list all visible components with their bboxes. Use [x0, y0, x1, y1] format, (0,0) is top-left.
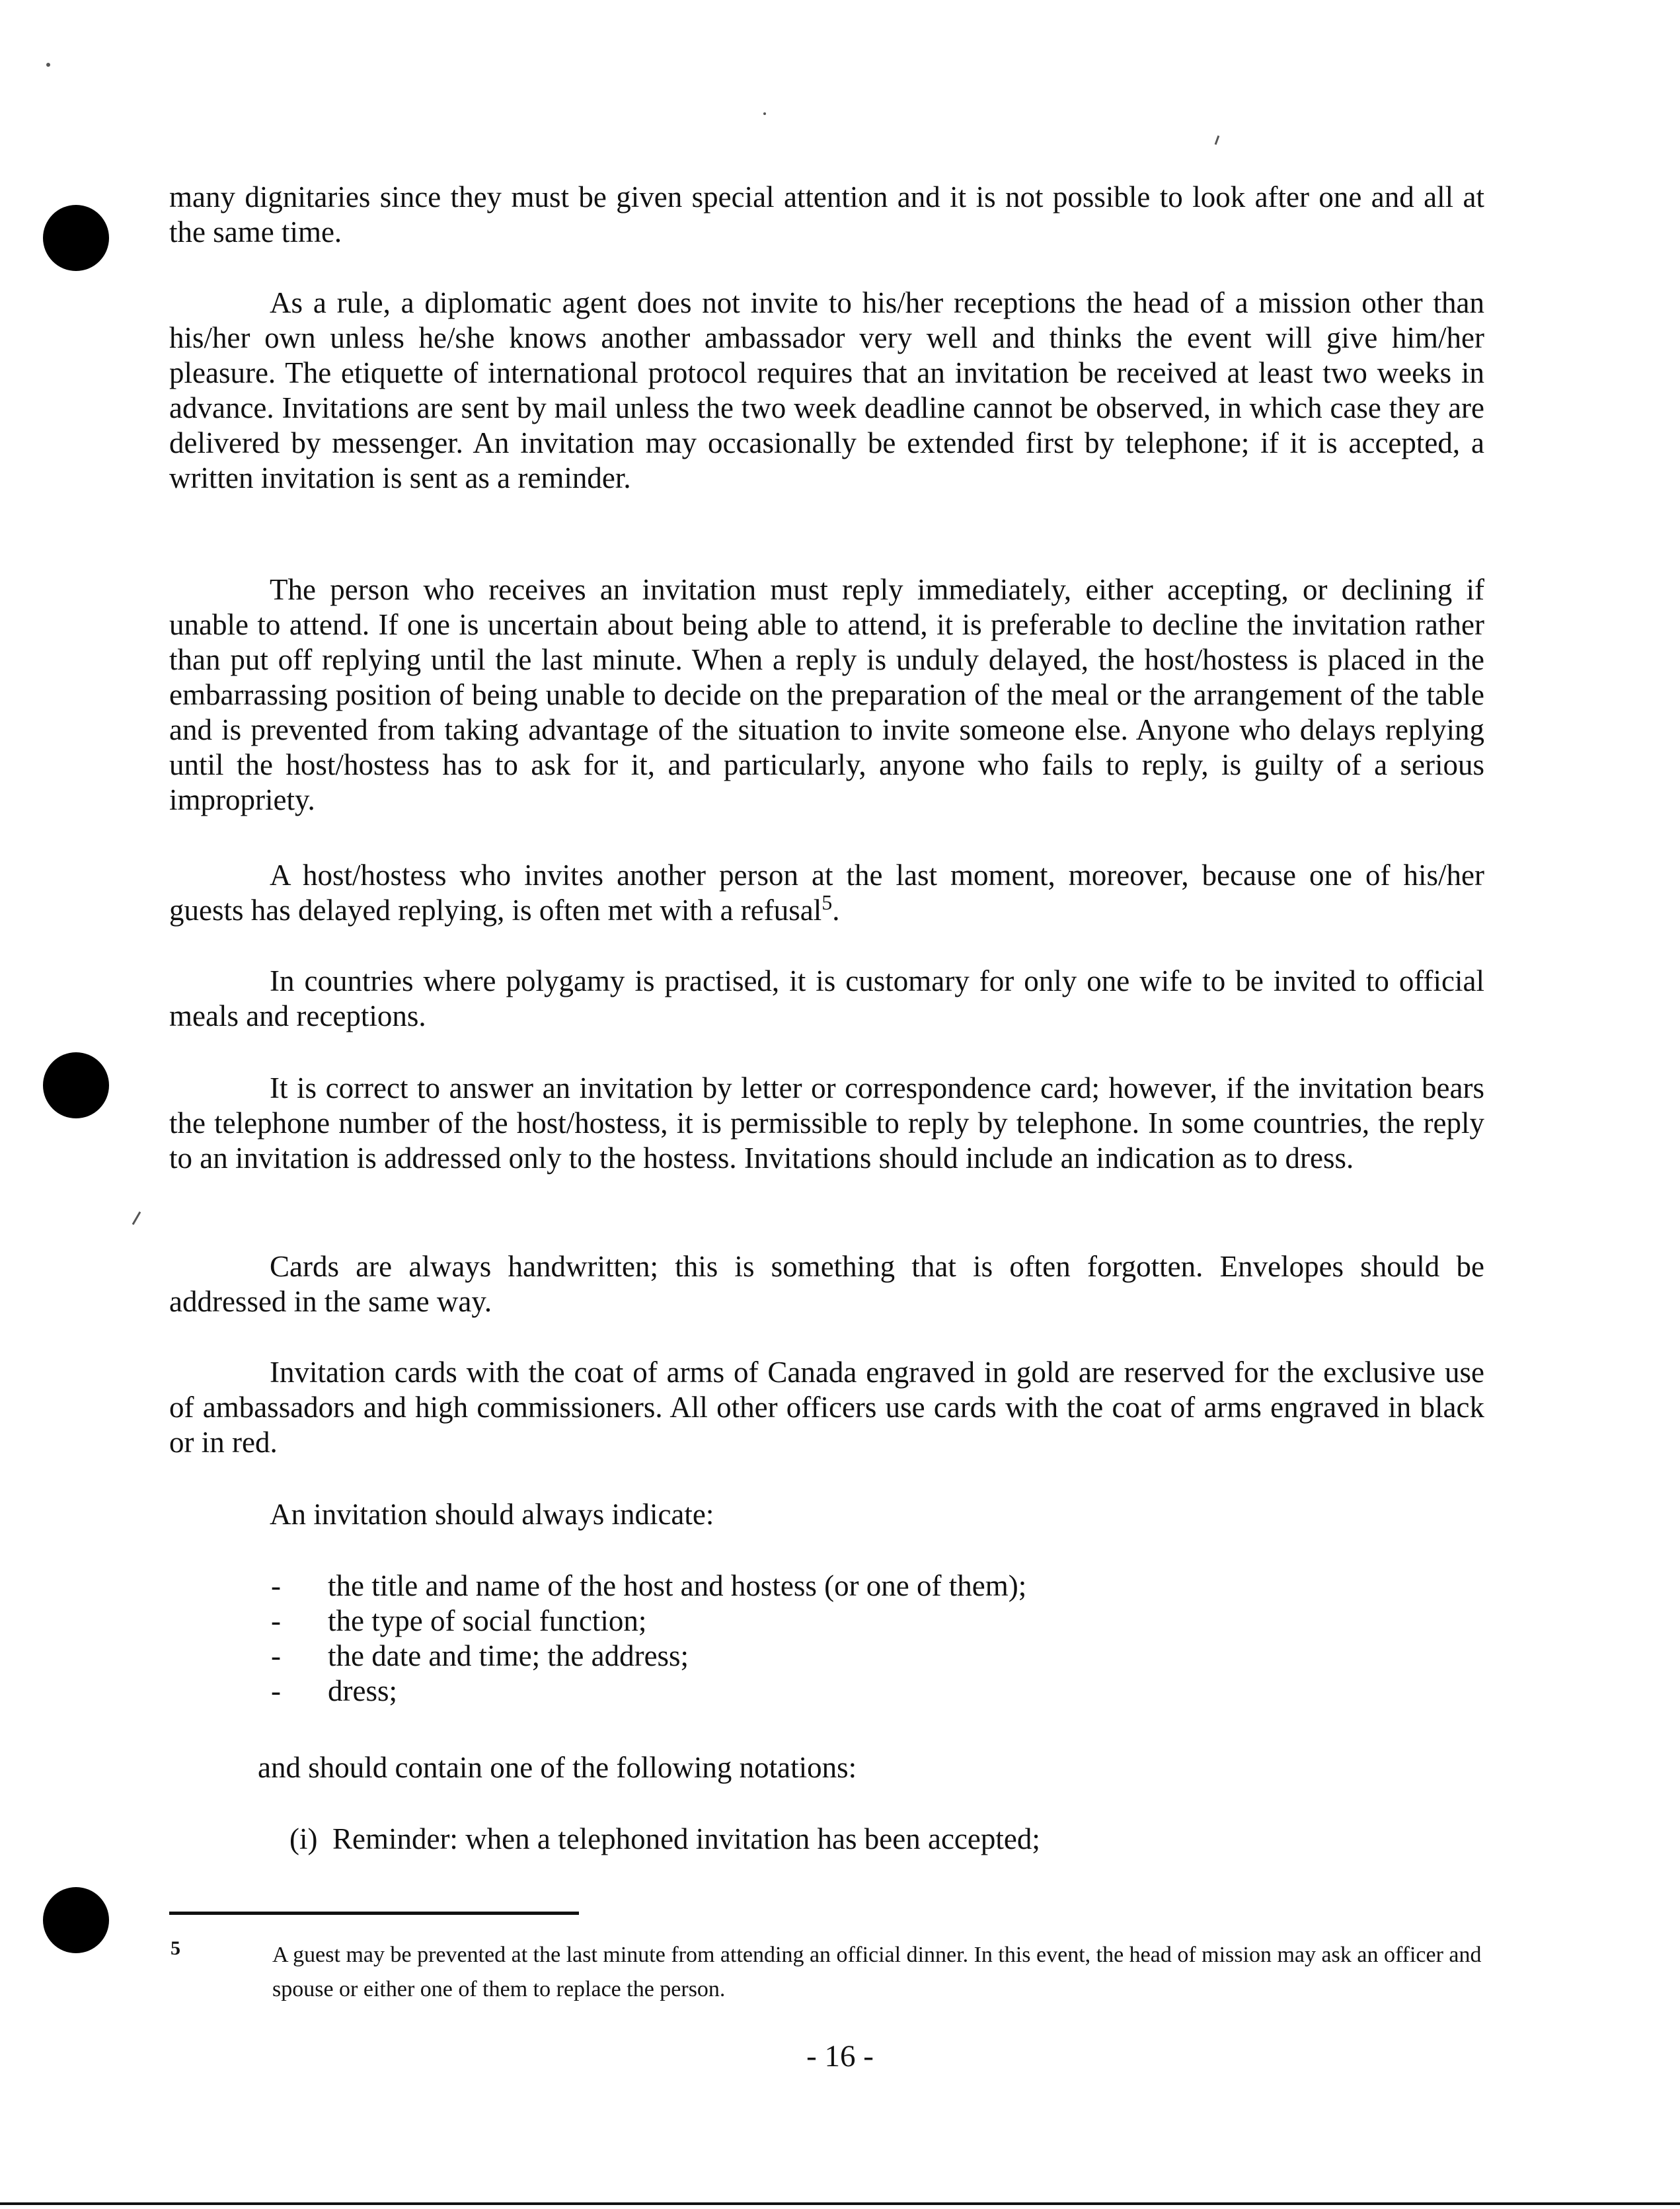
notation-item [289, 1822, 1040, 1857]
footnote-reference: 5 [821, 890, 833, 914]
list-item-text: the date and time; the address; [328, 1639, 689, 1672]
paragraph-answering-invitation: It is correct to answer an invitation by letter or correspondence card; however, if the invitation bears the telephone number of the host/hostess, it is permissible to reply by telephone. In some countries, the reply to an invitation is addressed only to the hostess. Invitations should include an indication as to dress. [169, 1071, 1484, 1175]
notation-marker: (i) [289, 1822, 318, 1855]
punch-hole-top [43, 205, 109, 271]
list-item [271, 1569, 1026, 1604]
scan-speck [763, 112, 766, 115]
list-item-text: dress; [328, 1674, 397, 1707]
paragraph-handwritten-cards: Cards are always handwritten; this is something that is often forgotten. Envelopes should be addressed in the same way. [169, 1250, 1484, 1318]
punch-hole-middle [43, 1052, 109, 1118]
paragraph-end-punctuation: . [832, 894, 840, 927]
paragraph-polygamy: In countries where polygamy is practised, it is customary for only one wife to be invited to official meals and receptions. [169, 964, 1484, 1032]
scan-edge-line [0, 2202, 1680, 2205]
paragraph-coat-of-arms: Invitation cards with the coat of arms of Canada engraved in gold are reserved for the exclusive use of ambassadors and high commissioners. All other officers use cards with the coat of arms engraved in black or in red. [169, 1356, 1484, 1459]
footnote-number: 5 [171, 1937, 180, 1959]
footnote-text: A guest may be prevented at the last minute from attending an official dinner. In this event, the head of mission may ask an officer and spouse or either one of them to replace the person. [272, 1943, 1482, 2001]
notation-text: Reminder: when a telephoned invitation has been accepted; [332, 1822, 1040, 1855]
list-item-text: the type of social function; [328, 1604, 647, 1637]
paragraph-last-moment-text: A host/hostess who invites another person at the last moment, moreover, because one of his/her guests has delayed replying, is often met with a refusal [169, 859, 1484, 927]
paragraph-invitation-rules: As a rule, a diplomatic agent does not invite to his/her receptions the head of a mission other than his/her own unless he/she knows another ambassador very well and thinks the event will give him/her pleasure. The etiquette of international protocol requires that an invitation be received at least two weeks in advance. Invitations are sent by mail unless the two week deadline cannot be observed, in which case they are delivered by messenger. An invitation may occasionally be extended first by telephone; if it is accepted, a written invitation is sent as a reminder. [169, 286, 1484, 494]
list-dash: - [271, 1569, 281, 1602]
list-item [271, 1604, 1026, 1639]
scan-speck [1215, 136, 1220, 145]
paragraph-dignitaries: many dignitaries since they must be given special attention and it is not possible to look after one and all at the same time. [169, 180, 1484, 249]
list-dash: - [271, 1674, 281, 1707]
list-dash: - [271, 1604, 281, 1637]
punch-hole-bottom [43, 1887, 109, 1953]
list-item-text: the title and name of the host and hostess (or one of them); [328, 1569, 1027, 1602]
paragraph-invitation-indicates: An invitation should always indicate: [270, 1498, 714, 1531]
list-item [271, 1674, 1026, 1709]
paragraph-notations-intro: and should contain one of the following notations: [258, 1751, 857, 1784]
page-number: - 16 - [806, 2039, 874, 2073]
list-dash: - [271, 1639, 281, 1672]
paragraph-reply-etiquette: The person who receives an invitation must reply immediately, either accepting, or declining if unable to attend. If one is uncertain about being able to attend, it is preferable to decline the invitation rather than put off replying until the last minute. When a reply is unduly delayed, the host/hostess is placed in the embarrassing position of being unable to decide on the preparation of the meal or the arrangement of the table and is prevented from taking advantage of the situation to invite someone else. Anyone who delays replying until the host/hostess has to ask for it, and particularly, anyone who fails to reply, is guilty of a serious impropriety. [169, 573, 1484, 816]
list-item [271, 1639, 1026, 1674]
paragraph-last-moment-invite [169, 858, 1484, 928]
invitation-requirements-list [271, 1569, 1026, 1709]
scan-speck [46, 63, 50, 67]
footnote-divider [169, 1912, 579, 1915]
scan-speck [132, 1212, 141, 1225]
